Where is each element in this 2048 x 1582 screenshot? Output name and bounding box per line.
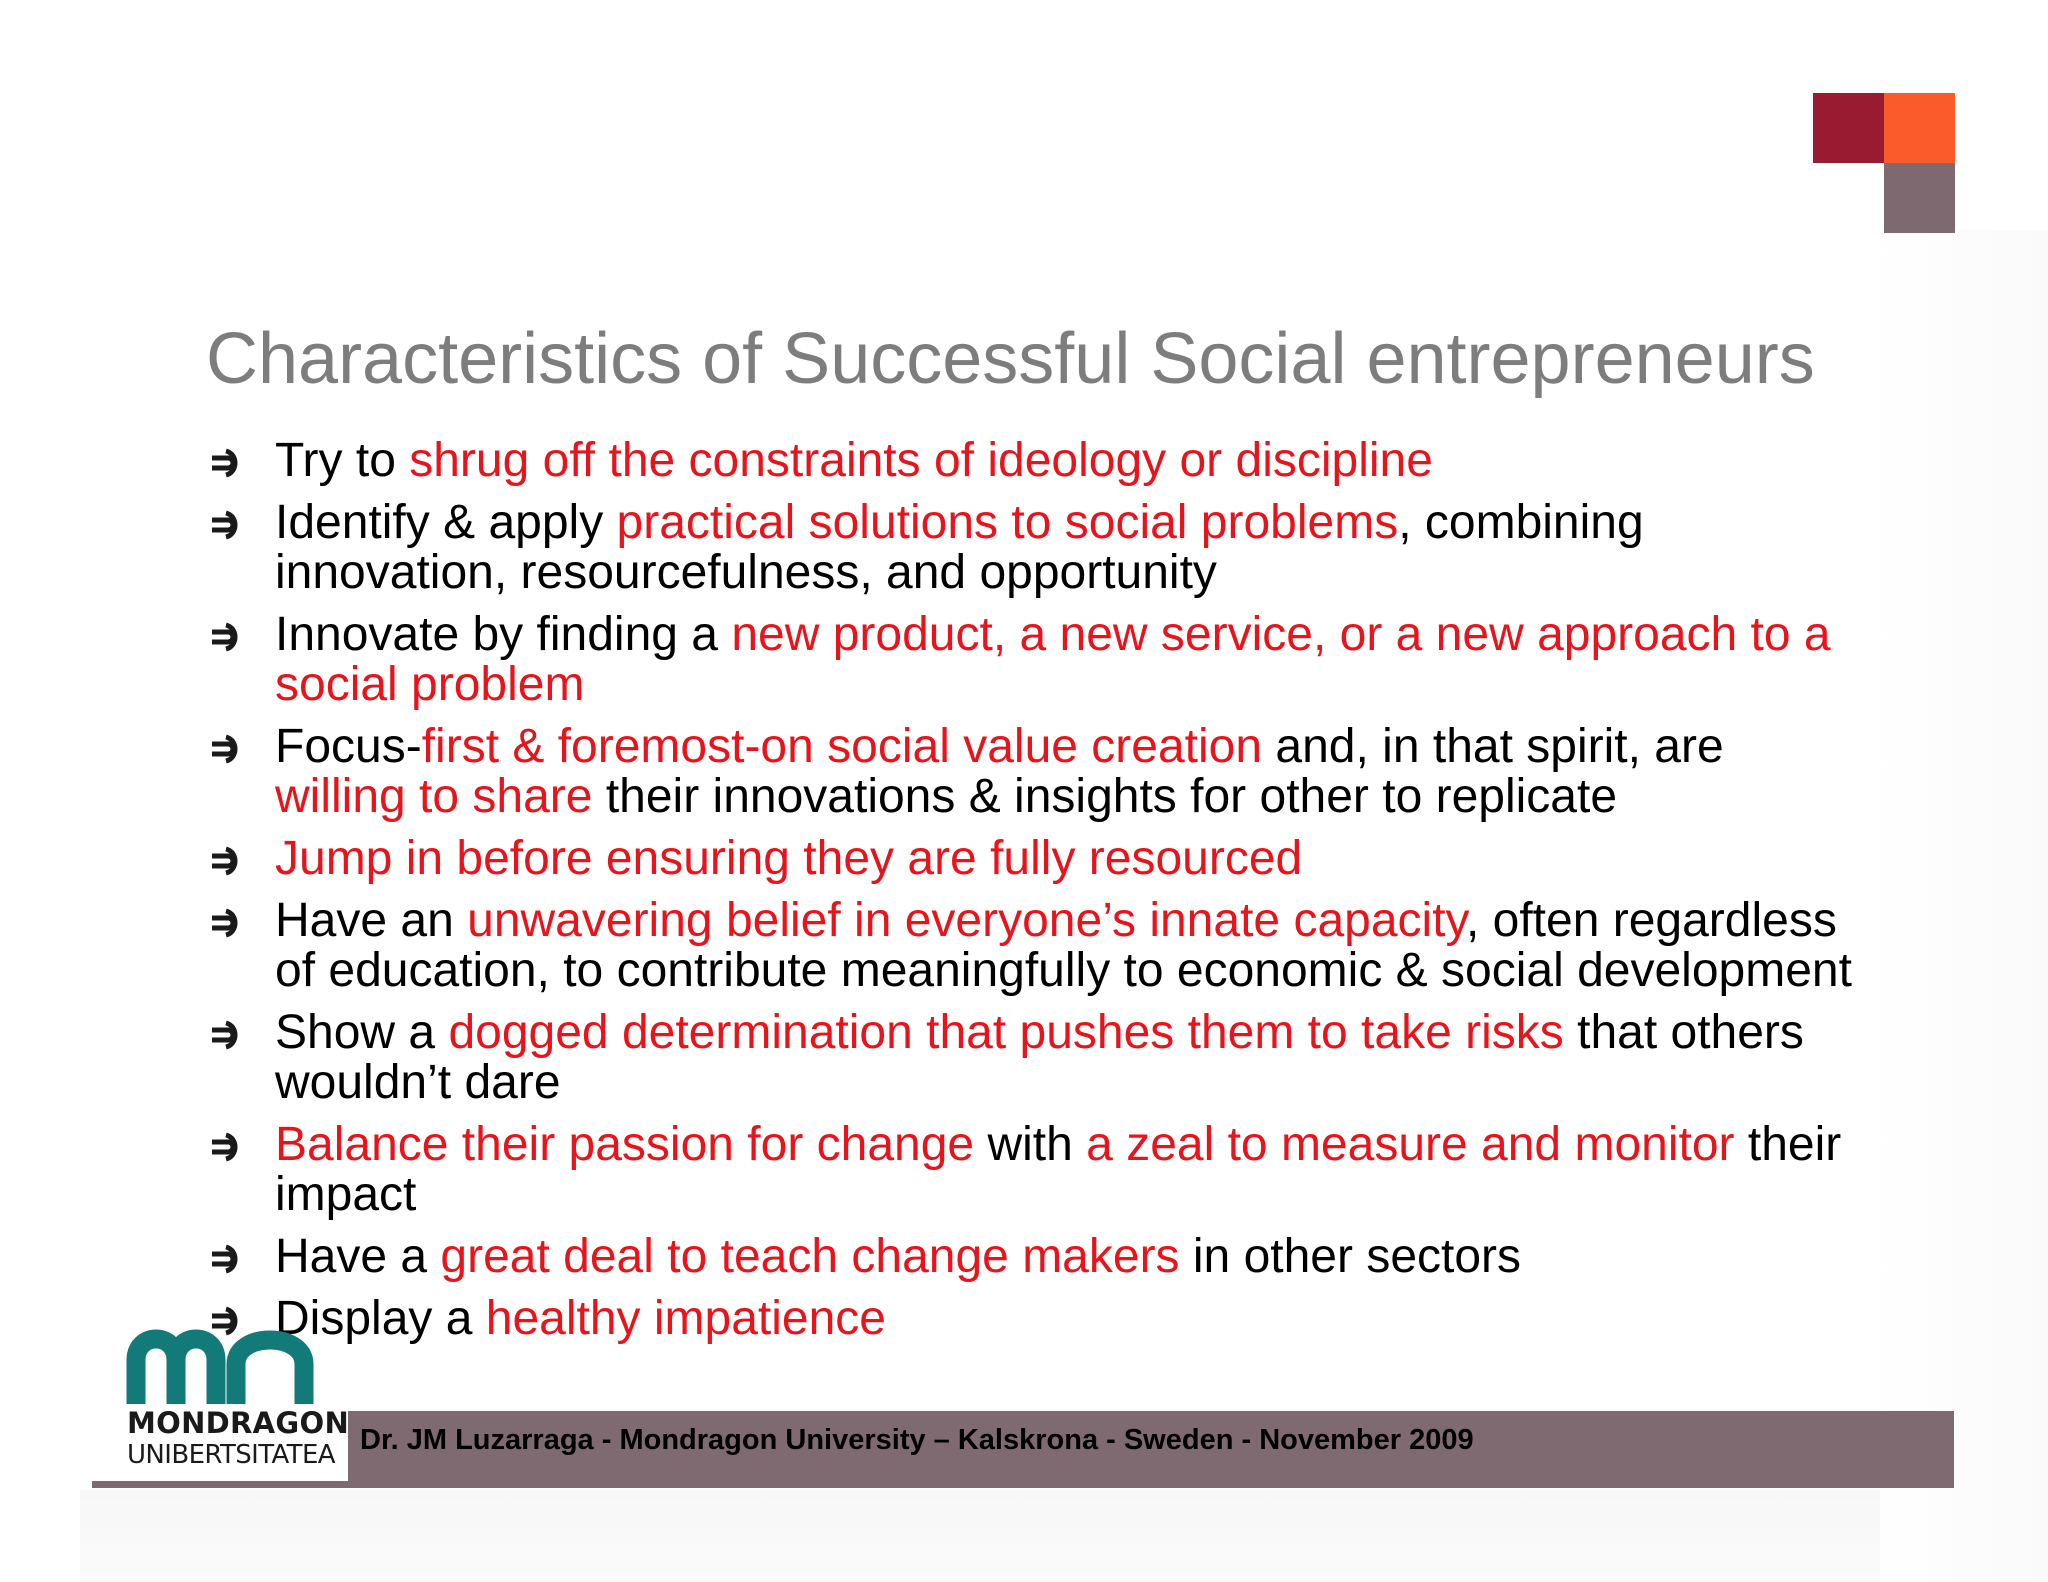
logo-text-line1: MONDRAGON xyxy=(127,1406,350,1440)
background-shade-right xyxy=(1870,230,2048,1582)
bullet-item xyxy=(210,896,1860,996)
bullet-highlight-text: Jump in before ensuring they are fully resourced xyxy=(275,832,1303,885)
right-arrow-bullet-icon xyxy=(208,1242,242,1276)
right-arrow-bullet-icon xyxy=(208,446,242,480)
bullet-item xyxy=(210,834,1860,884)
bullet-text: , often regardless of education, to contribute meaningfully to economic & social development xyxy=(275,894,1852,997)
bullet-text: Have an xyxy=(275,894,468,947)
decor-square-gray xyxy=(1884,163,1955,233)
bullet-text: Display a xyxy=(275,1292,486,1345)
bullet-item xyxy=(210,1294,1860,1344)
slide-title: Characteristics of Successful Social entrepreneurs xyxy=(206,319,1815,399)
right-arrow-bullet-icon xyxy=(208,1018,242,1052)
bullet-text: and, in that spirit, are xyxy=(1262,720,1724,773)
mondragon-logo-mark-icon xyxy=(124,1318,320,1404)
bullet-highlight-text: Balance their passion for change xyxy=(275,1118,975,1171)
bullet-list xyxy=(210,436,1860,1356)
bullet-text: that others wouldn’t dare xyxy=(275,1006,1804,1109)
bullet-text: their impact xyxy=(275,1118,1842,1221)
bullet-item xyxy=(210,498,1860,598)
bullet-item xyxy=(210,1008,1860,1108)
right-arrow-bullet-icon xyxy=(208,620,242,654)
bullet-text: Show a xyxy=(275,1006,449,1059)
footer-credit: Dr. JM Luzarraga - Mondragon University – Kalskrona - Sweden - November 2009 xyxy=(360,1424,1474,1456)
decor-square-red xyxy=(1813,93,1884,163)
bullet-text: Innovate by finding a xyxy=(275,608,732,661)
bullet-text: , combining innovation, resourcefulness, and opportunity xyxy=(275,496,1644,599)
right-arrow-bullet-icon xyxy=(208,906,242,940)
bullet-highlight-text: practical solutions to social problems xyxy=(616,496,1399,549)
bullet-highlight-text: shrug off the constraints of ideology or discipline xyxy=(409,434,1433,487)
right-arrow-bullet-icon xyxy=(208,508,242,542)
right-arrow-bullet-icon xyxy=(208,732,242,766)
bullet-text: Identify & apply xyxy=(275,496,617,549)
bullet-item xyxy=(210,1232,1860,1282)
bullet-highlight-text: unwavering belief in everyone’s innate capacity xyxy=(467,894,1466,947)
bullet-highlight-text: willing to share xyxy=(275,770,593,823)
bullet-text: their innovations & insights for other to replicate xyxy=(592,770,1618,823)
bullet-highlight-text: first & foremost-on social value creation xyxy=(421,720,1263,773)
bullet-item xyxy=(210,610,1860,710)
bullet-item xyxy=(210,436,1860,486)
bullet-text: Focus- xyxy=(275,720,422,773)
logo-text-line2: UNIBERTSITATEA xyxy=(127,1440,335,1470)
decor-square-orange xyxy=(1884,93,1955,163)
bullet-highlight-text: a zeal to measure and monitor xyxy=(1086,1118,1735,1171)
bullet-item xyxy=(210,1120,1860,1220)
bullet-highlight-text: healthy impatience xyxy=(485,1292,886,1345)
bullet-highlight-text: great deal to teach change makers xyxy=(440,1230,1180,1283)
bullet-item xyxy=(210,722,1860,822)
logo-n-stroke xyxy=(236,1340,304,1404)
mondragon-logo xyxy=(124,1318,350,1478)
bullet-highlight-text: new product, a new service, or a new approach to a social problem xyxy=(275,608,1831,711)
bullet-text: Try to xyxy=(275,434,410,487)
logo-m-stroke xyxy=(136,1339,216,1404)
right-arrow-bullet-icon xyxy=(208,844,242,878)
bullet-text: with xyxy=(974,1118,1087,1171)
background-shade-bottom xyxy=(80,1490,1880,1582)
right-arrow-bullet-icon xyxy=(208,1130,242,1164)
bullet-text: in other sectors xyxy=(1179,1230,1522,1283)
bullet-highlight-text: dogged determination that pushes them to take risks xyxy=(448,1006,1564,1059)
bullet-text: Have a xyxy=(275,1230,441,1283)
